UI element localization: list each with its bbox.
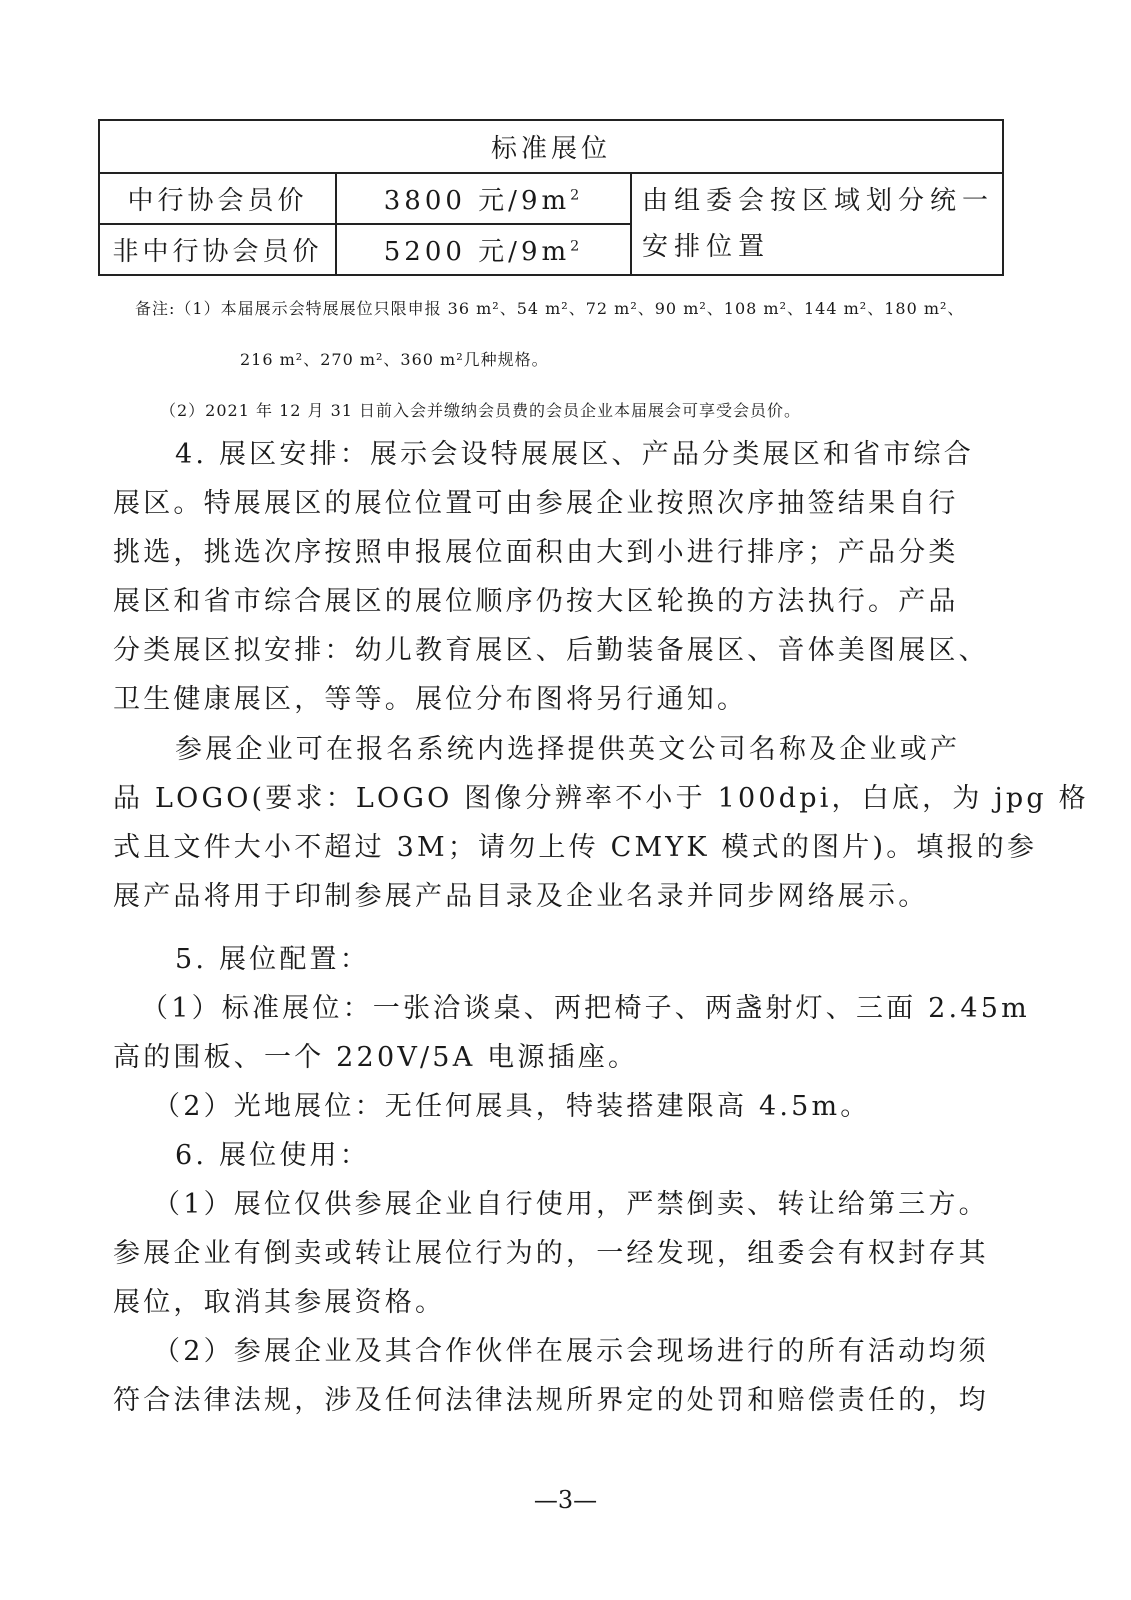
member-price: 3800 元$/9m^2$ xyxy=(336,173,631,224)
section-5-booth-config: 5. 展位配置： （1）标准展位：一张洽谈桌、两把椅子、两盏射灯、三面 2.45m 高的围板、一个 220V/5A 电源插座。 （2）光地展位：无任何展具，特装搭建限高 4.5m。 6. 展位使用： （1）展位仅供参展企业自行使用，严禁倒卖、转让给第三方。 参展企业有倒卖或转让展位行为的，一经发现，组委会有权封存其 展位，取消其参展资格。 （2）参展企业及其合作伙伴在展示会现场进行的所有活动均须 符合法律法规，涉及任何法律法规所界定的处罚和赔偿责任的，均 xyxy=(113,935,1003,1425)
logo-requirements-paragraph: 参展企业可在报名系统内选择提供英文公司名称及企业或产 品 LOGO(要求：LOGO 图像分辨率不小于 100dpi，白底，为 jpg 格 式且文件大小不超过 3M；请勿上传 CMYK 模式的图片)。填报的参 展产品将用于印制参展产品目录及企业名录并同步网络展示。 xyxy=(113,734,1089,912)
table-row xyxy=(99,173,1003,224)
section-5-title: 5. 展位配置： xyxy=(175,944,370,975)
table-header: 标准展位 xyxy=(99,120,1003,173)
member-type: 非中行协会员价 xyxy=(99,224,336,275)
remark-1-line-1: 备注:（1）本届展示会特展展位只限申报 36 m²、54 m²、72 m²、90 m²、108 m²、144 m²、180 m²、 xyxy=(135,299,965,318)
booth-price-table xyxy=(98,119,1004,276)
page-number: —3— xyxy=(533,1486,598,1514)
arrangement-note: 由组委会按区域划分统一 安排位置 xyxy=(631,173,1003,275)
member-price: 5200 元$/9m^2$ xyxy=(336,224,631,275)
section-4-exhibition-zones: 4. 展区安排：展示会设特展展区、产品分类展区和省市综合 展区。特展展区的展位位置可由参展企业按照次序抽签结果自行 挑选，挑选次序按照申报展位面积由大到小进行排序；产品分类 展区和省市综合展区的展位顺序仍按大区轮换的方法执行。产品 分类展区拟安排：幼儿教育展区、后勤装备展区、音体美图展区、 卫生健康展区，等等。展位分布图将另行通知。 xyxy=(113,439,989,715)
section-6-title: 6. 展位使用： xyxy=(175,1140,370,1171)
remark-1-line-2: 216 m²、270 m²、360 m²几种规格。 xyxy=(240,350,549,369)
member-type: 中行协会员价 xyxy=(99,173,336,224)
remark-2: （2）2021 年 12 月 31 日前入会并缴纳会员费的会员企业本届展会可享受会员价。 xyxy=(160,401,802,420)
